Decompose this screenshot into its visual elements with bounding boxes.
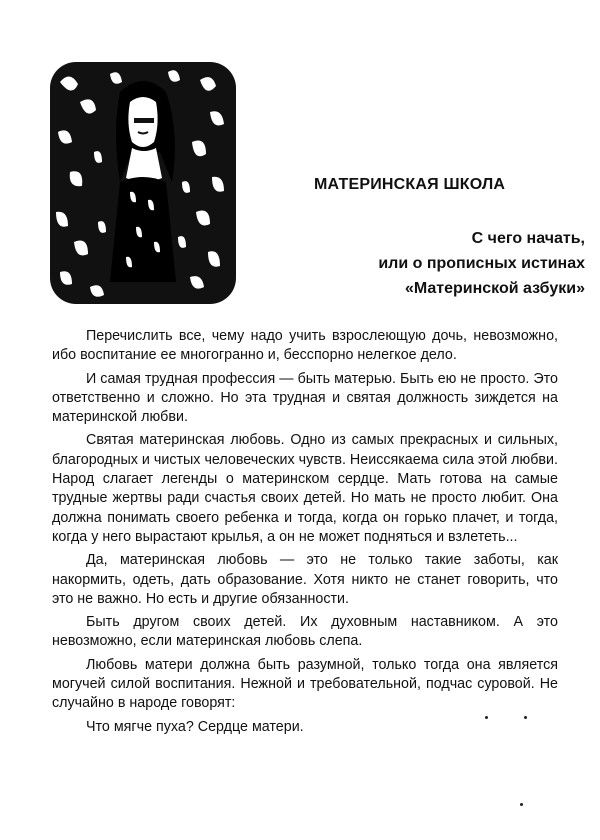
paragraph: Перечислить все, чему надо учить взрослеющую дочь, невозможно, ибо воспитание ее многогранно и, бесспорно нелегкое дело. — [52, 328, 558, 364]
body-text — [52, 327, 558, 741]
illustration — [50, 62, 236, 304]
paragraph: И самая трудная профессия — быть матерью. Быть ею не просто. Это ответственно и сложно. Но эта трудная и святая должность зиждется на материнской любви. — [52, 370, 558, 426]
subtitle-line: «Материнской азбуки» — [404, 280, 585, 297]
subtitle — [305, 226, 585, 301]
subtitle-line: или о прописных истинах — [378, 255, 585, 272]
section-title: МАТЕРИНСКАЯ ШКОЛА — [314, 176, 506, 193]
paragraph: Святая материнская любовь. Одно из самых прекрасных и сильных, благородных и чистых человеческих чувств. Неиссякаема сила этой любви. Народ слагает легенды о материнском сердце. Мать готова на самые трудные жертвы ради счастья своих детей. Но мать не просто любит. Она должна понимать своего ребенка и тогда, когда он горько плачет, и тогда, когда у него вырастают крылья, а он не может подняться и взлететь... — [52, 432, 558, 545]
print-speck — [485, 716, 488, 719]
print-speck — [520, 803, 523, 806]
paragraph: Любовь матери должна быть разумной, только тогда она является могучей силой воспитания. Нежной и требовательной, подчас суровой. Не случайно в народе говорят: — [52, 656, 558, 712]
subtitle-line: С чего начать, — [471, 230, 585, 247]
woodcut-portrait-icon — [50, 62, 236, 304]
print-speck — [524, 716, 527, 719]
paragraph: Да, материнская любовь — это не только такие заботы, как накормить, одеть, дать образование. Хотя никто не станет говорить, что это не важно. Но есть и другие обязанности. — [52, 552, 558, 607]
paragraph: Быть другом своих детей. Их духовным наставником. А это невозможно, если материнская любовь слепа. — [52, 614, 558, 650]
paragraph: Что мягче пуха? Сердце матери. — [86, 718, 304, 735]
